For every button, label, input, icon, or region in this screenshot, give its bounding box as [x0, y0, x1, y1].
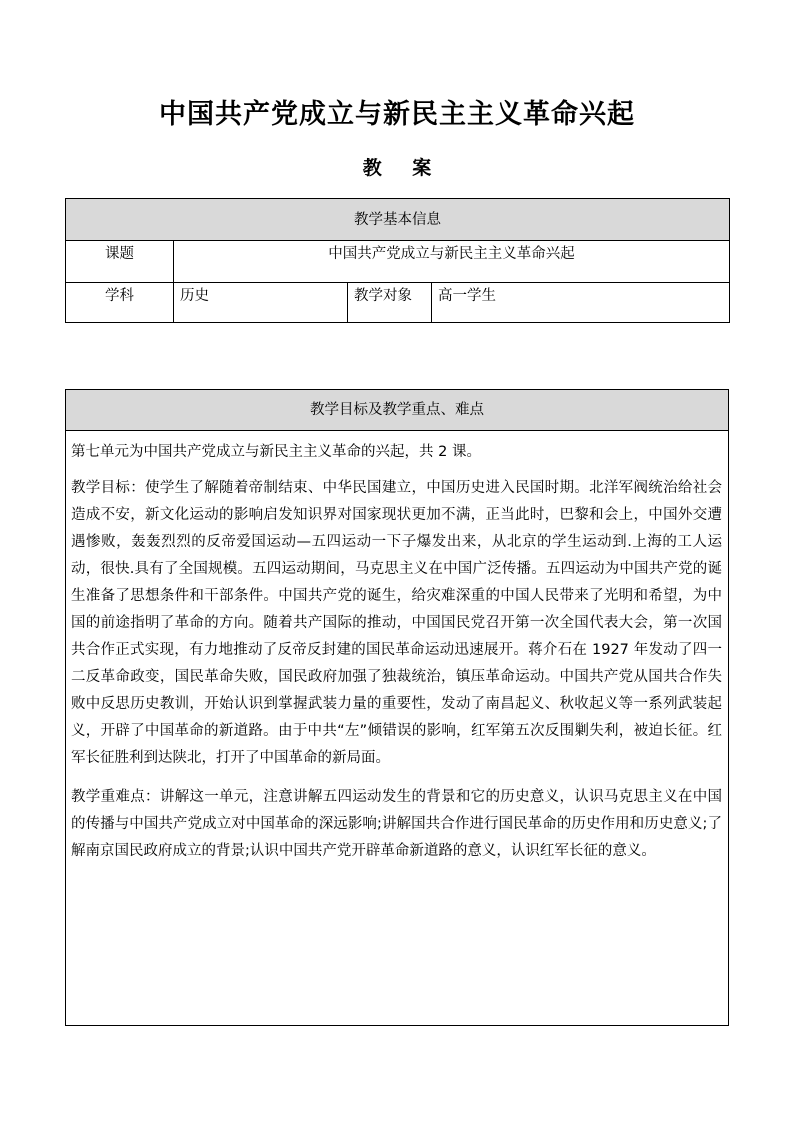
topic-label: 课题	[66, 241, 174, 283]
topic-value: 中国共产党成立与新民主主义革命兴起	[174, 241, 730, 283]
subject-value: 历史	[174, 283, 348, 323]
subject-label: 学科	[66, 283, 174, 323]
teaching-goals-header: 教学目标及教学重点、难点	[66, 390, 729, 431]
key-points-paragraph: 教学重难点：讲解这一单元，注意讲解五四运动发生的背景和它的历史意义，认识马克思主义在中国的传播与中国共产党成立对中国革命的深远影响;讲解国共合作进行国民革命的历史作用和历史意义;了解南京国民政府成立的背景;认识中国共产党开辟革命新道路的意义，认识红军长征的意义。	[71, 789, 722, 859]
basic-info-table	[65, 198, 730, 323]
audience-label: 教学对象	[348, 283, 432, 323]
basic-info-header: 教学基本信息	[66, 199, 730, 241]
unit-intro-paragraph: 第七单元为中国共产党成立与新民主主义革命的兴起，共 2 课。	[71, 444, 481, 460]
page-title: 中国共产党成立与新民主主义革命兴起	[159, 99, 635, 130]
audience-value: 高一学生	[432, 283, 730, 323]
teaching-goals-body	[66, 431, 729, 1026]
teaching-goals-table	[65, 389, 729, 1026]
page-subtitle: 教 案	[362, 157, 444, 179]
teaching-objectives-paragraph: 教学目标：使学生了解随着帝制结束、中华民国建立，中国历史进入民国时期。北洋军阀统治给社会造成不安，新文化运动的影响启发知识界对国家现状更加不满，正当此时，巴黎和会上，中国外交遭遇惨败，轰轰烈烈的反帝爱国运动—五四运动一下子爆发出来，从北京的学生运动到.上海的工人运动，很快.具有了全国规模。五四运动期间，马克思主义在中国广泛传播。五四运动为中国共产党的诞生准备了思想条件和干部条件。中国共产党的诞生，给灾难深重的中国人民带来了光明和希望，为中国的前途指明了革命的方向。随着共产国际的推动，中国国民党召开第一次全国代表大会，第一次国共合作正式实现，有力地推动了反帝反封建的国民革命运动迅速展开。蒋介石在 1927 年发动了四一二反革命政变，国民革命失败，国民政府加强了独裁统治，镇压革命运动。中国共产党从国共合作失败中反思历史教训，开始认识到掌握武装力量的重要性，发动了南昌起义、秋收起义等一系列武装起义，开辟了中国革命的新道路。由于中共“左”倾错误的影响，红军第五次反围剿失利，被迫长征。红军长征胜利到达陕北，打开了中国革命的新局面。	[71, 480, 722, 766]
